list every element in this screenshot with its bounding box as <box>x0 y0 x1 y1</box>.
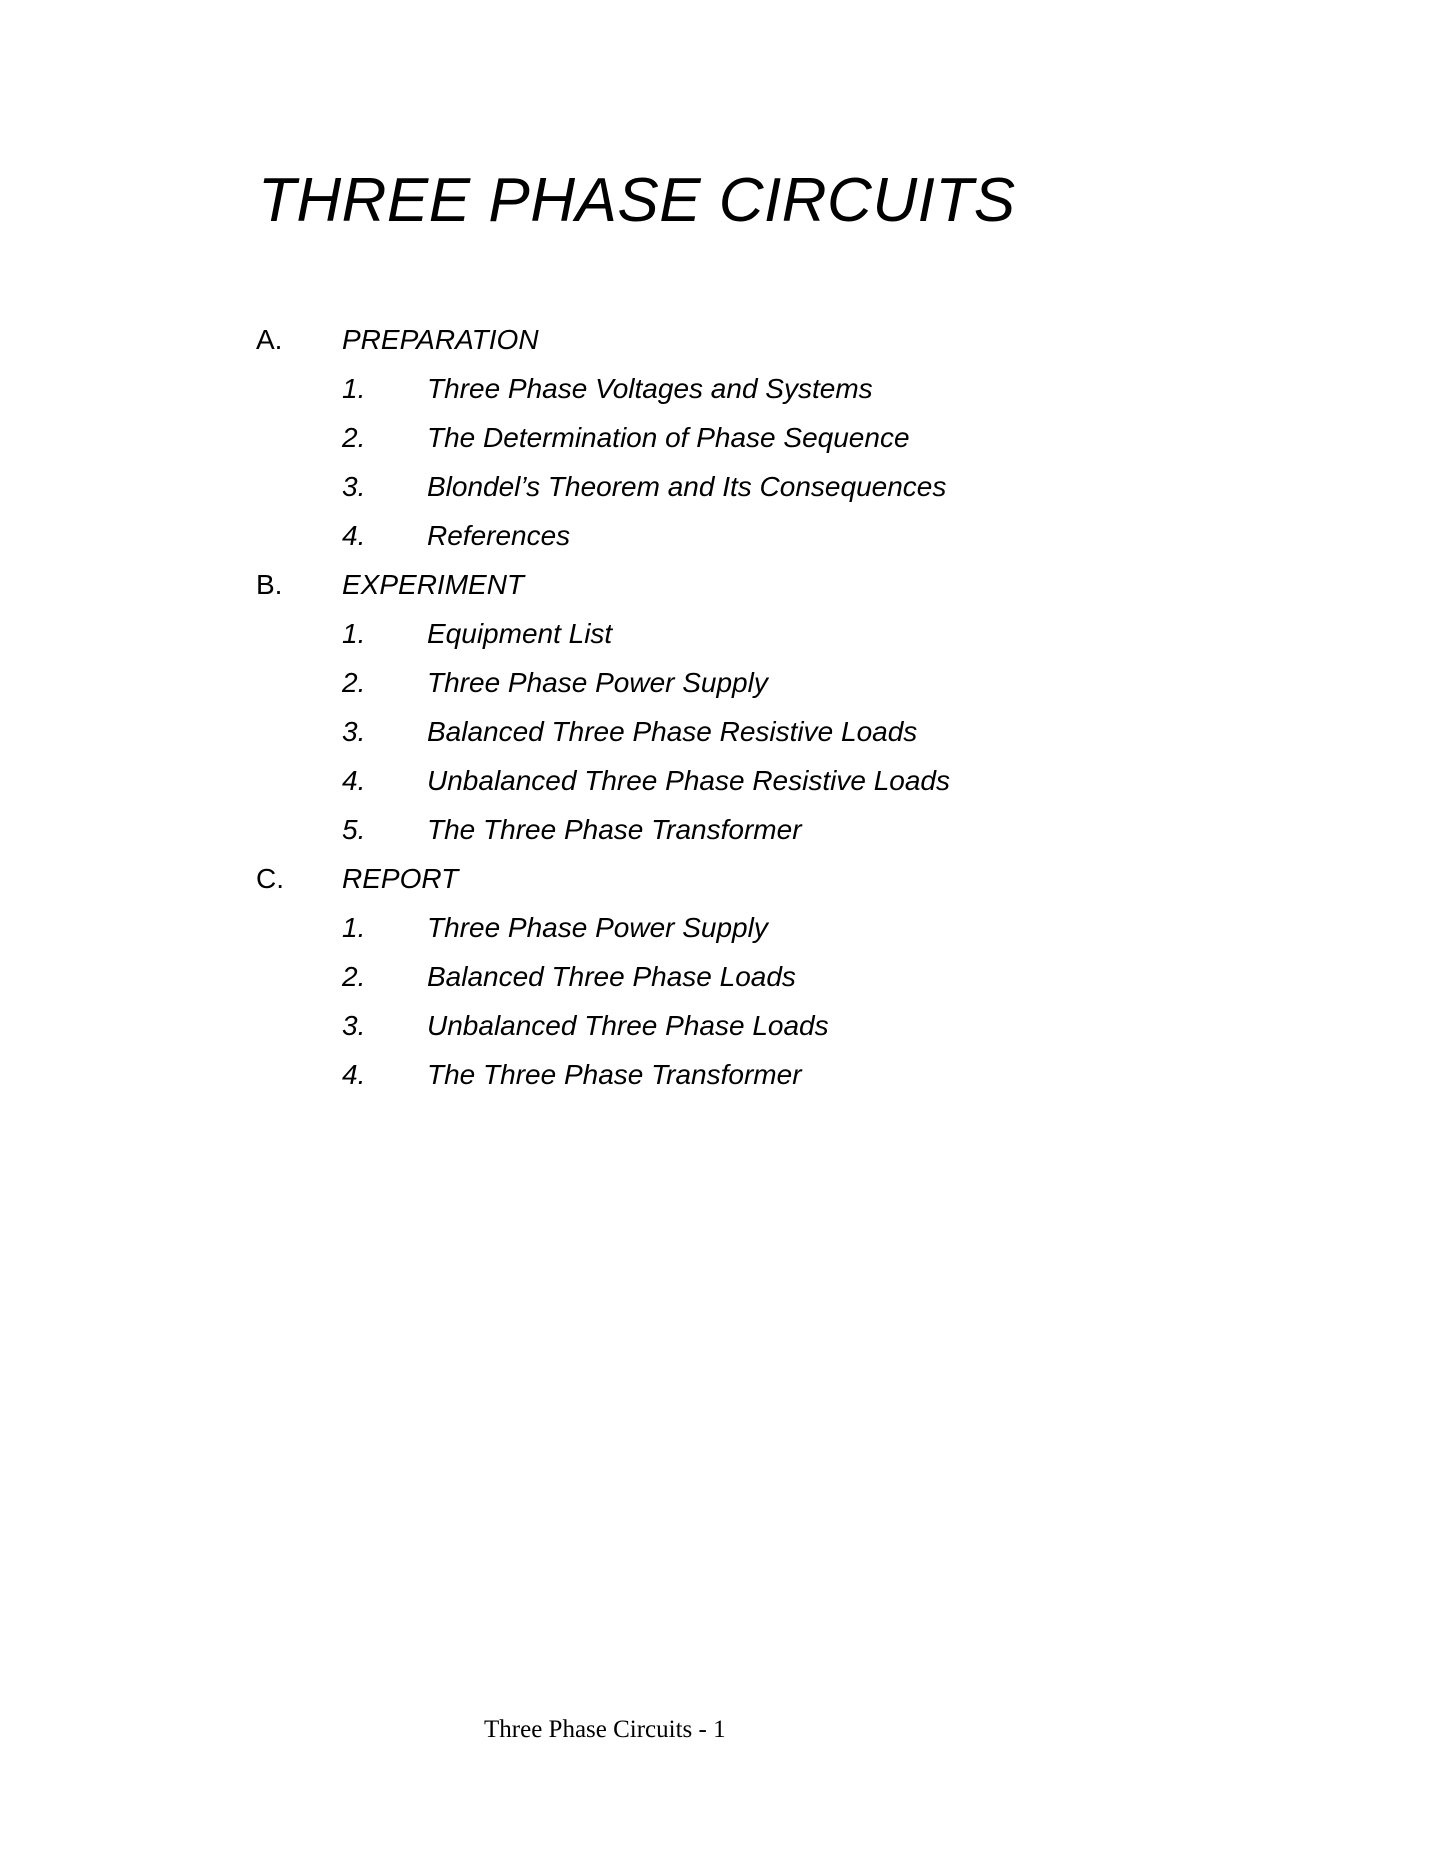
toc-item <box>256 511 1256 560</box>
item-label: Blondel’s Theorem and Its Consequences <box>427 471 947 502</box>
toc-item <box>256 756 1256 805</box>
page-footer: Three Phase Circuits - 1 <box>484 1716 726 1743</box>
item-number: 2. <box>342 961 366 992</box>
item-label: References <box>427 520 571 551</box>
toc-item <box>256 462 1256 511</box>
toc-section-a <box>256 315 1256 364</box>
toc-item <box>256 1050 1256 1099</box>
page-title: THREE PHASE CIRCUITS <box>258 166 1016 235</box>
item-label: Balanced Three Phase Resistive Loads <box>427 716 918 747</box>
item-label: The Determination of Phase Sequence <box>427 422 910 453</box>
item-number: 5. <box>342 814 366 845</box>
toc-item <box>256 1001 1256 1050</box>
item-label: Equipment List <box>427 618 613 649</box>
item-number: 3. <box>342 1010 366 1041</box>
toc-item <box>256 952 1256 1001</box>
section-letter: A. <box>256 324 283 355</box>
toc-item <box>256 658 1256 707</box>
section-letter: C. <box>256 863 284 894</box>
toc-item <box>256 903 1256 952</box>
item-label: Three Phase Voltages and Systems <box>427 373 873 404</box>
item-label: Unbalanced Three Phase Loads <box>427 1010 829 1041</box>
item-number: 4. <box>342 520 366 551</box>
item-label: The Three Phase Transformer <box>427 1059 802 1090</box>
item-number: 1. <box>342 912 366 943</box>
toc-section-b <box>256 560 1256 609</box>
item-label: Three Phase Power Supply <box>427 912 768 943</box>
item-number: 4. <box>342 765 366 796</box>
item-label: Unbalanced Three Phase Resistive Loads <box>427 765 950 796</box>
item-label: The Three Phase Transformer <box>427 814 802 845</box>
table-of-contents <box>256 315 1256 1099</box>
item-number: 4. <box>342 1059 366 1090</box>
item-label: Balanced Three Phase Loads <box>427 961 796 992</box>
item-number: 2. <box>342 667 366 698</box>
item-number: 2. <box>342 422 366 453</box>
item-number: 1. <box>342 618 366 649</box>
section-letter: B. <box>256 569 283 600</box>
toc-item <box>256 609 1256 658</box>
item-label: Three Phase Power Supply <box>427 667 768 698</box>
item-number: 3. <box>342 471 366 502</box>
section-label: EXPERIMENT <box>342 569 525 600</box>
toc-section-c <box>256 854 1256 903</box>
toc-item <box>256 707 1256 756</box>
toc-item <box>256 413 1256 462</box>
toc-item <box>256 364 1256 413</box>
section-label: REPORT <box>342 863 459 894</box>
item-number: 1. <box>342 373 366 404</box>
item-number: 3. <box>342 716 366 747</box>
section-label: PREPARATION <box>342 324 539 355</box>
toc-item <box>256 805 1256 854</box>
